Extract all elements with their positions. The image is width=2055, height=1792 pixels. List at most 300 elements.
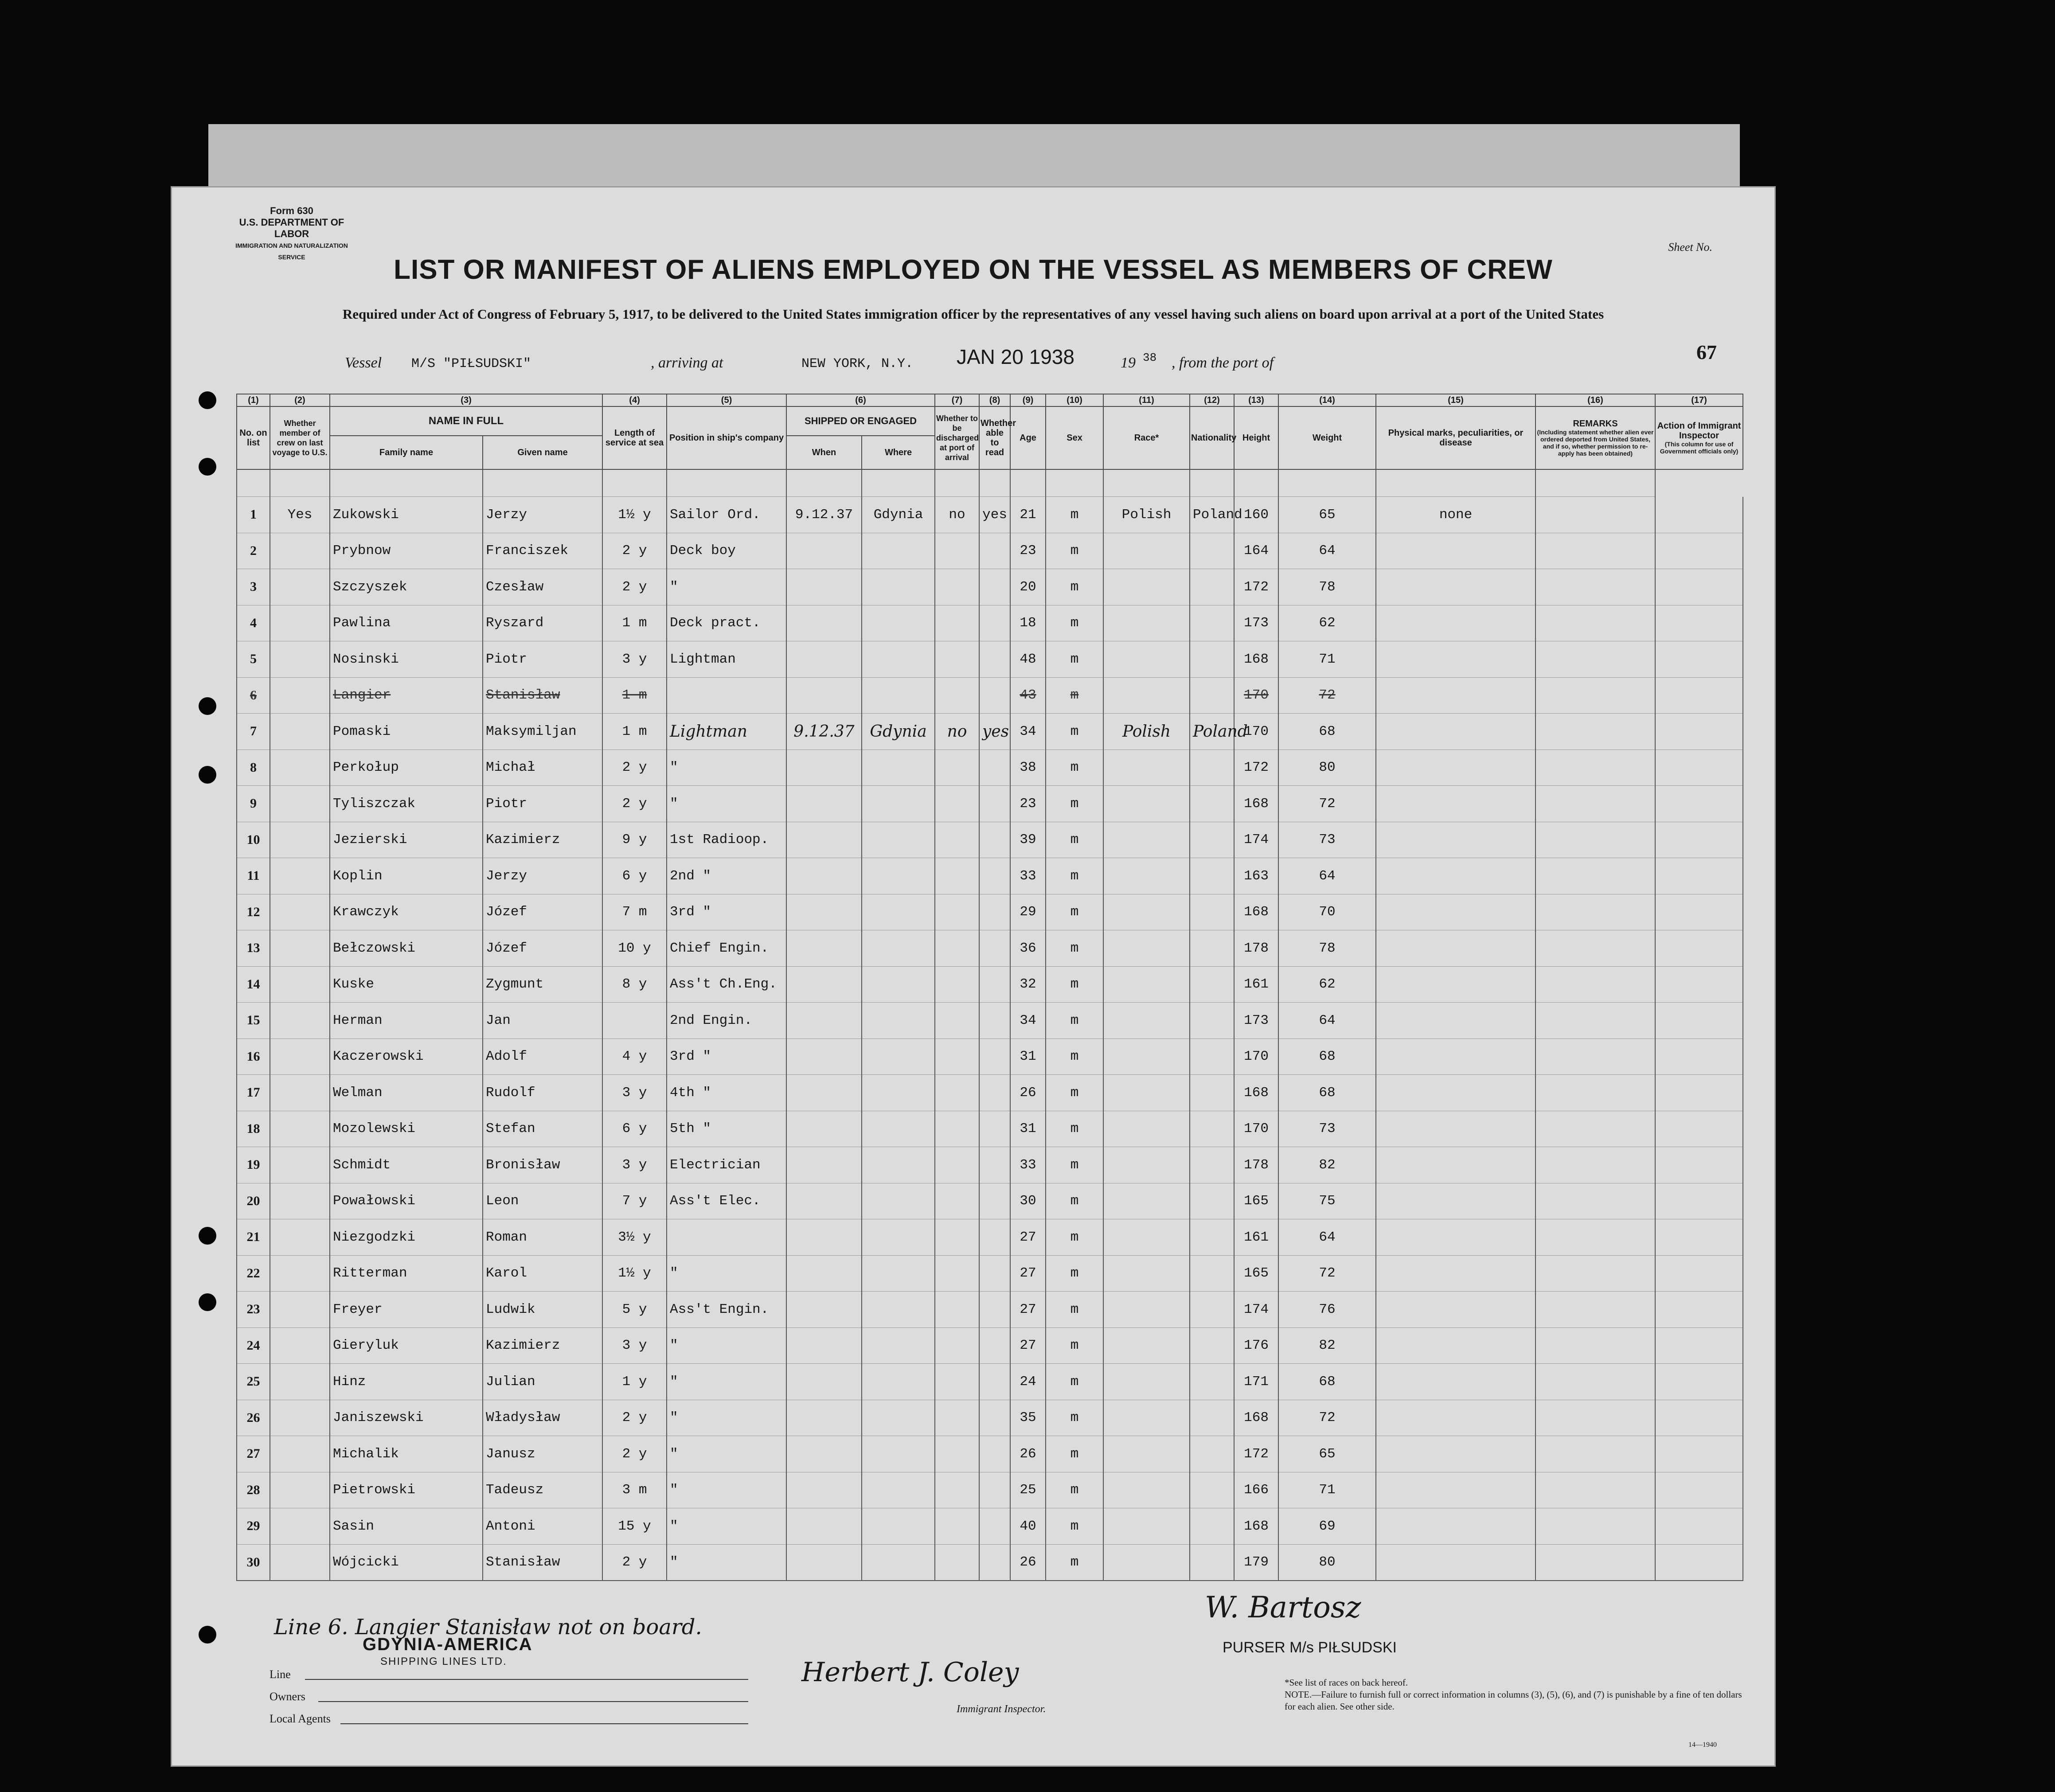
race (1103, 1183, 1190, 1219)
age: 34 (1010, 1003, 1046, 1039)
family-name: Pawlina (330, 605, 483, 641)
shipped-when (786, 750, 862, 786)
length-of-service: 3 y (602, 641, 667, 678)
discharged (935, 1183, 979, 1219)
crew-member-flag (270, 822, 330, 858)
company-subname: SHIPPING LINES LTD. (380, 1655, 507, 1667)
position: " (667, 1255, 786, 1292)
row-number: 30 (237, 1544, 270, 1581)
binder-hole (199, 1227, 216, 1245)
age: 27 (1010, 1292, 1046, 1328)
weight: 80 (1278, 1544, 1376, 1581)
nationality (1190, 569, 1234, 605)
inspector-action-cell (1655, 966, 1743, 1003)
shipped-when (786, 1219, 862, 1256)
discharged (935, 930, 979, 967)
nationality (1190, 1327, 1234, 1364)
shipped-where (862, 1219, 935, 1256)
vessel-line (172, 345, 1774, 380)
able-to-read (979, 1400, 1010, 1436)
remarks-cell (1535, 641, 1655, 678)
age: 18 (1010, 605, 1046, 641)
shipped-where (862, 858, 935, 894)
physical-marks (1376, 1436, 1535, 1472)
row-number: 24 (237, 1327, 270, 1364)
header-length-of-service: Length of service at sea (602, 406, 667, 469)
weight: 72 (1278, 677, 1376, 714)
family-name: Perkołup (330, 750, 483, 786)
shipped-where (862, 1075, 935, 1111)
binder-hole (199, 391, 216, 409)
shipped-where (862, 822, 935, 858)
inspector-action-cell (1655, 894, 1743, 930)
discharged (935, 1255, 979, 1292)
weight: 68 (1278, 1075, 1376, 1111)
crew-member-flag: Yes (270, 497, 330, 533)
weight: 75 (1278, 1183, 1376, 1219)
crew-member-flag (270, 894, 330, 930)
sex: m (1046, 1400, 1103, 1436)
inspector-action-cell (1655, 1255, 1743, 1292)
discharged (935, 786, 979, 822)
physical-marks (1376, 1364, 1535, 1400)
row-number: 13 (237, 930, 270, 967)
length-of-service: 2 y (602, 569, 667, 605)
position (667, 1219, 786, 1256)
binder-hole (199, 1293, 216, 1311)
family-name: Kaczerowski (330, 1039, 483, 1075)
crew-member-flag (270, 677, 330, 714)
remarks-cell (1535, 714, 1655, 750)
shipped-where (862, 1472, 935, 1508)
physical-marks (1376, 1183, 1535, 1219)
position: " (667, 750, 786, 786)
family-name: Schmidt (330, 1147, 483, 1183)
family-name: Freyer (330, 1292, 483, 1328)
column-number-row (237, 394, 1743, 406)
weight: 69 (1278, 1508, 1376, 1545)
header-when: When (786, 436, 862, 469)
physical-marks (1376, 533, 1535, 569)
able-to-read (979, 1364, 1010, 1400)
height: 168 (1234, 641, 1278, 678)
given-name: Kazimierz (483, 1327, 602, 1364)
length-of-service: 7 y (602, 1183, 667, 1219)
action-title: Action of Immigrant Inspector (1657, 421, 1741, 441)
vessel-name: M/S "PIŁSUDSKI" (411, 356, 531, 371)
race (1103, 1364, 1190, 1400)
remarks-cell (1535, 966, 1655, 1003)
nationality: Poland (1190, 714, 1234, 750)
inspector-label: Immigrant Inspector. (957, 1703, 1046, 1715)
col-number: (16) (1535, 394, 1655, 406)
shipped-when (786, 1075, 862, 1111)
weight: 65 (1278, 497, 1376, 533)
able-to-read (979, 1075, 1010, 1111)
position: Lightman (667, 714, 786, 750)
shipped-when (786, 533, 862, 569)
inspector-action-cell (1655, 714, 1743, 750)
action-subtitle: (This column for use of Government officials only) (1660, 441, 1739, 455)
shipped-where (862, 1111, 935, 1147)
sex: m (1046, 1436, 1103, 1472)
handwritten-note: Line 6. Langier Stanisław not on board. (274, 1615, 702, 1640)
height: 171 (1234, 1364, 1278, 1400)
length-of-service: 1 m (602, 677, 667, 714)
nationality (1190, 858, 1234, 894)
table-row (237, 569, 1743, 605)
given-name: Stanisław (483, 1544, 602, 1581)
inspector-action-cell (1655, 1364, 1743, 1400)
physical-marks (1376, 1544, 1535, 1581)
inspector-action-cell (1655, 1219, 1743, 1256)
sex: m (1046, 1292, 1103, 1328)
given-name: Czesław (483, 569, 602, 605)
header-weight: Weight (1278, 406, 1376, 469)
inspector-action-cell (1655, 1183, 1743, 1219)
shipped-where (862, 966, 935, 1003)
nationality (1190, 1436, 1234, 1472)
weight: 73 (1278, 1111, 1376, 1147)
remarks-cell (1535, 1147, 1655, 1183)
length-of-service: 10 y (602, 930, 667, 967)
sex: m (1046, 786, 1103, 822)
remarks-cell (1535, 1003, 1655, 1039)
discharged (935, 641, 979, 678)
able-to-read (979, 750, 1010, 786)
family-name: Szczyszek (330, 569, 483, 605)
col-number: (12) (1190, 394, 1234, 406)
header-discharged: Whether to be discharged at port of arrival (935, 406, 979, 469)
family-name: Janiszewski (330, 1400, 483, 1436)
physical-marks (1376, 677, 1535, 714)
crew-member-flag (270, 1003, 330, 1039)
crew-member-flag (270, 1472, 330, 1508)
family-name: Prybnow (330, 533, 483, 569)
able-to-read: yes (979, 497, 1010, 533)
weight: 72 (1278, 786, 1376, 822)
shipped-where (862, 1039, 935, 1075)
physical-marks (1376, 1003, 1535, 1039)
position: 2nd Engin. (667, 1003, 786, 1039)
inspector-action-cell (1655, 858, 1743, 894)
row-number: 1 (237, 497, 270, 533)
header-age: Age (1010, 406, 1046, 469)
crew-member-flag (270, 786, 330, 822)
shipped-when (786, 677, 862, 714)
crew-member-flag (270, 858, 330, 894)
table-row (237, 714, 1743, 750)
table-row (237, 1544, 1743, 1581)
family-name: Powałowski (330, 1183, 483, 1219)
physical-marks (1376, 894, 1535, 930)
binder-hole (199, 766, 216, 784)
able-to-read (979, 930, 1010, 967)
remarks-cell (1535, 894, 1655, 930)
race (1103, 1075, 1190, 1111)
discharged (935, 569, 979, 605)
race (1103, 1039, 1190, 1075)
binder-hole (199, 1626, 216, 1644)
inspector-action-cell (1655, 677, 1743, 714)
row-number: 14 (237, 966, 270, 1003)
line-label: Line (270, 1668, 291, 1681)
age: 34 (1010, 714, 1046, 750)
weight: 72 (1278, 1400, 1376, 1436)
length-of-service: 3 y (602, 1147, 667, 1183)
length-of-service: 1½ y (602, 497, 667, 533)
table-row (237, 1039, 1743, 1075)
row-number: 12 (237, 894, 270, 930)
sex: m (1046, 714, 1103, 750)
row-number: 3 (237, 569, 270, 605)
col-number: (14) (1278, 394, 1376, 406)
able-to-read (979, 966, 1010, 1003)
length-of-service: 15 y (602, 1508, 667, 1545)
remarks-cell (1535, 930, 1655, 967)
weight: 64 (1278, 1219, 1376, 1256)
sex: m (1046, 1508, 1103, 1545)
physical-marks (1376, 569, 1535, 605)
given-name: Karol (483, 1255, 602, 1292)
height: 161 (1234, 966, 1278, 1003)
crew-member-flag (270, 966, 330, 1003)
remarks-cell (1535, 1255, 1655, 1292)
remarks-cell (1535, 1508, 1655, 1545)
row-number: 20 (237, 1183, 270, 1219)
crew-member-flag (270, 1111, 330, 1147)
able-to-read (979, 858, 1010, 894)
header-inspector-action (1655, 406, 1743, 469)
weight: 72 (1278, 1255, 1376, 1292)
shipped-when (786, 930, 862, 967)
height: 174 (1234, 1292, 1278, 1328)
header-nationality: Nationality (1190, 406, 1234, 469)
discharged (935, 1472, 979, 1508)
length-of-service: 2 y (602, 1400, 667, 1436)
discharged: no (935, 714, 979, 750)
length-of-service: 8 y (602, 966, 667, 1003)
remarks-cell (1535, 1364, 1655, 1400)
age: 24 (1010, 1364, 1046, 1400)
length-of-service: 6 y (602, 1111, 667, 1147)
row-number: 10 (237, 822, 270, 858)
remarks-cell (1535, 1292, 1655, 1328)
col-number: (5) (667, 394, 786, 406)
table-row (237, 822, 1743, 858)
discharged (935, 1075, 979, 1111)
weight: 68 (1278, 714, 1376, 750)
race (1103, 858, 1190, 894)
row-number: 15 (237, 1003, 270, 1039)
inspector-action-cell (1655, 1436, 1743, 1472)
age: 43 (1010, 677, 1046, 714)
shipped-when (786, 1436, 862, 1472)
remarks-cell (1535, 858, 1655, 894)
given-name: Stefan (483, 1111, 602, 1147)
race (1103, 930, 1190, 967)
weight: 71 (1278, 641, 1376, 678)
race (1103, 605, 1190, 641)
position: 1st Radioop. (667, 822, 786, 858)
sex: m (1046, 1327, 1103, 1364)
nationality (1190, 641, 1234, 678)
crew-manifest-table (236, 394, 1743, 1581)
shipped-where (862, 569, 935, 605)
manifest-rows (237, 469, 1743, 1581)
height: 168 (1234, 1508, 1278, 1545)
age: 27 (1010, 1327, 1046, 1364)
height: 168 (1234, 1075, 1278, 1111)
remarks-title: REMARKS (1573, 419, 1618, 429)
height: 170 (1234, 1039, 1278, 1075)
inspector-action-cell (1655, 497, 1743, 533)
sex: m (1046, 1364, 1103, 1400)
inspector-action-cell (1655, 1003, 1743, 1039)
crew-member-flag (270, 1039, 330, 1075)
height: 172 (1234, 1436, 1278, 1472)
given-name: Stanisław (483, 677, 602, 714)
position: Ass't Ch.Eng. (667, 966, 786, 1003)
manifest-page (171, 186, 1776, 1767)
year-prefix: 19 (1121, 355, 1136, 371)
table-row (237, 966, 1743, 1003)
race (1103, 1219, 1190, 1256)
nationality (1190, 894, 1234, 930)
col-number: (10) (1046, 394, 1103, 406)
height: 172 (1234, 569, 1278, 605)
shipped-when (786, 1147, 862, 1183)
able-to-read (979, 569, 1010, 605)
physical-marks (1376, 1147, 1535, 1183)
header-family-name: Family name (330, 436, 483, 469)
length-of-service: 3½ y (602, 1219, 667, 1256)
col-number: (13) (1234, 394, 1278, 406)
sex: m (1046, 822, 1103, 858)
sex: m (1046, 1183, 1103, 1219)
able-to-read (979, 605, 1010, 641)
height: 166 (1234, 1472, 1278, 1508)
table-row (237, 894, 1743, 930)
position: Deck pract. (667, 605, 786, 641)
position: " (667, 1436, 786, 1472)
row-number: 6 (237, 677, 270, 714)
row-number: 26 (237, 1400, 270, 1436)
position (667, 677, 786, 714)
height: 176 (1234, 1327, 1278, 1364)
inspector-action-cell (1655, 1039, 1743, 1075)
row-number: 7 (237, 714, 270, 750)
nationality (1190, 786, 1234, 822)
nationality (1190, 605, 1234, 641)
sex: m (1046, 858, 1103, 894)
inspector-action-cell (1655, 1292, 1743, 1328)
discharged (935, 1544, 979, 1581)
shipped-when: 9.12.37 (786, 714, 862, 750)
height: 165 (1234, 1255, 1278, 1292)
table-row (237, 786, 1743, 822)
physical-marks (1376, 641, 1535, 678)
remarks-cell (1535, 1327, 1655, 1364)
length-of-service: 6 y (602, 858, 667, 894)
nationality (1190, 1255, 1234, 1292)
arriving-label: , arriving at (651, 355, 723, 371)
race (1103, 1147, 1190, 1183)
table-row (237, 641, 1743, 678)
position: 3rd " (667, 894, 786, 930)
table-row (237, 533, 1743, 569)
document-title: LIST OR MANIFEST OF ALIENS EMPLOYED ON THE VESSEL AS MEMBERS OF CREW (394, 254, 1553, 285)
age: 26 (1010, 1436, 1046, 1472)
header-height: Height (1234, 406, 1278, 469)
shipped-where (862, 750, 935, 786)
given-name: Piotr (483, 641, 602, 678)
given-name: Antoni (483, 1508, 602, 1545)
given-name: Jan (483, 1003, 602, 1039)
nationality (1190, 1075, 1234, 1111)
table-row (237, 1436, 1743, 1472)
given-name: Tadeusz (483, 1472, 602, 1508)
discharged (935, 533, 979, 569)
crew-member-flag (270, 750, 330, 786)
position: " (667, 569, 786, 605)
shipped-where (862, 894, 935, 930)
given-name: Janusz (483, 1436, 602, 1472)
nationality (1190, 1364, 1234, 1400)
able-to-read (979, 822, 1010, 858)
inspector-action-cell (1655, 605, 1743, 641)
length-of-service: 3 y (602, 1327, 667, 1364)
length-of-service: 7 m (602, 894, 667, 930)
weight: 62 (1278, 605, 1376, 641)
position: 3rd " (667, 1039, 786, 1075)
sex: m (1046, 677, 1103, 714)
able-to-read (979, 1039, 1010, 1075)
age: 31 (1010, 1039, 1046, 1075)
table-row (237, 1219, 1743, 1256)
inspector-action-cell (1655, 1472, 1743, 1508)
remarks-subtitle: (Including statement whether alien ever ordered deported from United States, and if so, whether permission to re-apply has been obtained) (1537, 429, 1654, 457)
height: 172 (1234, 750, 1278, 786)
given-name: Jerzy (483, 858, 602, 894)
given-name: Władysław (483, 1400, 602, 1436)
crew-member-flag (270, 1436, 330, 1472)
able-to-read (979, 1255, 1010, 1292)
length-of-service: 3 m (602, 1472, 667, 1508)
race (1103, 1003, 1190, 1039)
sex: m (1046, 533, 1103, 569)
shipped-when (786, 1111, 862, 1147)
table-row (237, 1183, 1743, 1219)
shipped-when (786, 966, 862, 1003)
height: 165 (1234, 1183, 1278, 1219)
family-name: Zukowski (330, 497, 483, 533)
nationality (1190, 677, 1234, 714)
header-race: Race* (1103, 406, 1190, 469)
sex: m (1046, 605, 1103, 641)
col-number: (11) (1103, 394, 1190, 406)
row-number: 27 (237, 1436, 270, 1472)
purser-signature: W. Bartosz (1205, 1590, 1361, 1624)
race (1103, 1111, 1190, 1147)
position: 5th " (667, 1111, 786, 1147)
age: 31 (1010, 1111, 1046, 1147)
row-number: 18 (237, 1111, 270, 1147)
binder-hole (199, 458, 216, 476)
nationality (1190, 1544, 1234, 1581)
discharged (935, 1292, 979, 1328)
shipped-where (862, 1364, 935, 1400)
